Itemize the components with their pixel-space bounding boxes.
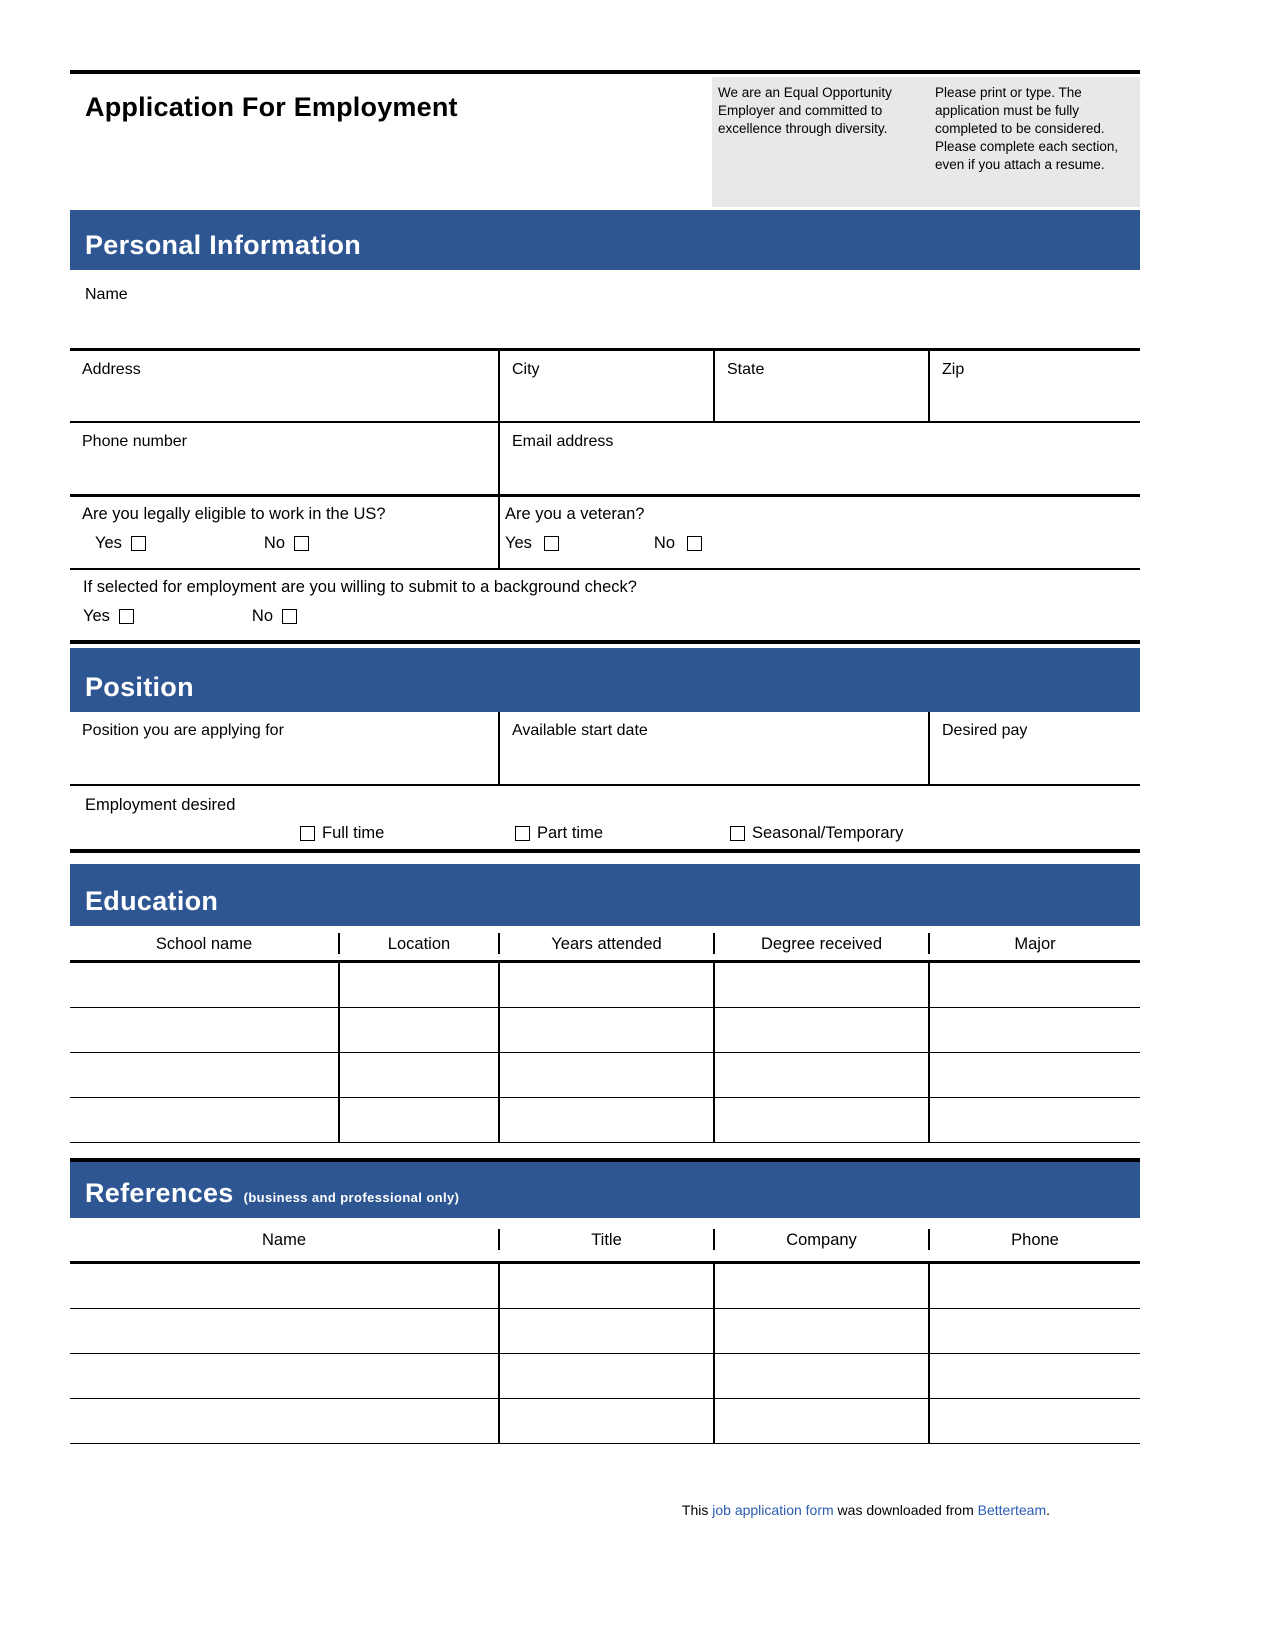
- seasonal-checkbox[interactable]: [730, 826, 745, 841]
- education-cell-location[interactable]: [340, 1098, 500, 1142]
- fulltime-option: [300, 824, 515, 843]
- parttime-checkbox[interactable]: [515, 826, 530, 841]
- parttime-label: Part time: [537, 824, 604, 842]
- page-header: [70, 74, 1140, 210]
- references-col-phone: Phone: [1011, 1231, 1059, 1249]
- email-field[interactable]: [500, 423, 1140, 494]
- eligible-question: Are you legally eligible to work in the US?: [82, 505, 386, 523]
- reference-cell-name[interactable]: [70, 1309, 500, 1353]
- address-field[interactable]: [70, 351, 500, 421]
- education-cell-years[interactable]: [500, 1053, 715, 1097]
- reference-cell-title[interactable]: [500, 1264, 715, 1308]
- reference-cell-name[interactable]: [70, 1264, 500, 1308]
- equal-opportunity-notice: We are an Equal Opportunity Employer and committed to excellence through diversity.: [718, 85, 892, 136]
- education-row: [70, 1098, 1140, 1143]
- section-title-personal: Personal Information: [85, 230, 362, 260]
- name-label: Name: [85, 286, 128, 303]
- background-no-label: No: [251, 607, 274, 625]
- footer-text-middle: was downloaded from: [833, 1502, 978, 1518]
- education-cell-school[interactable]: [70, 1053, 340, 1097]
- reference-row: [70, 1399, 1140, 1444]
- zip-field[interactable]: [930, 351, 1140, 421]
- education-col-school: School name: [70, 933, 340, 954]
- reference-cell-company[interactable]: [715, 1354, 930, 1398]
- reference-cell-phone[interactable]: [930, 1354, 1140, 1398]
- reference-cell-title[interactable]: [500, 1354, 715, 1398]
- education-cell-school[interactable]: [70, 963, 340, 1007]
- education-row: [70, 963, 1140, 1008]
- reference-cell-name[interactable]: [70, 1399, 500, 1443]
- education-cell-major[interactable]: [930, 1008, 1140, 1052]
- page-title: Application For Employment: [85, 92, 458, 122]
- employment-desired-block: [70, 786, 1140, 853]
- footer-text-prefix: This: [681, 1502, 713, 1518]
- print-instructions-notice: Please print or type. The application must be fully completed to be considered. Please complete each section, even if you attach a resume.: [934, 85, 1119, 172]
- education-cell-location[interactable]: [340, 1008, 500, 1052]
- veteran-yesno: [505, 534, 1136, 553]
- education-cell-location[interactable]: [340, 1053, 500, 1097]
- fulltime-label: Full time: [322, 824, 385, 842]
- state-label: State: [727, 361, 765, 378]
- position-row: [70, 712, 1140, 786]
- references-col-name: Name: [70, 1229, 500, 1250]
- start-date-label: Available start date: [512, 722, 648, 739]
- name-field[interactable]: [70, 270, 1140, 348]
- education-row: [70, 1008, 1140, 1053]
- section-title-education: Education: [85, 886, 219, 916]
- education-cell-school[interactable]: [70, 1098, 340, 1142]
- background-check-row: [70, 570, 1140, 644]
- seasonal-option: [730, 824, 903, 843]
- education-cell-degree[interactable]: [715, 1098, 930, 1142]
- page-content: [70, 70, 1140, 1518]
- section-header-personal: [70, 210, 1140, 270]
- zip-label: Zip: [942, 361, 965, 378]
- employment-options: [300, 824, 1140, 843]
- education-col-years: Years attended: [500, 933, 715, 954]
- section-header-references: [70, 1158, 1140, 1218]
- position-applying-field[interactable]: [70, 712, 500, 784]
- education-cell-years[interactable]: [500, 963, 715, 1007]
- background-yesno: [70, 607, 1140, 626]
- reference-cell-title[interactable]: [500, 1309, 715, 1353]
- veteran-no-checkbox[interactable]: [687, 536, 702, 551]
- references-col-title: Title: [500, 1229, 715, 1250]
- reference-cell-phone[interactable]: [930, 1399, 1140, 1443]
- phone-email-row: [70, 423, 1140, 497]
- education-col-location: Location: [340, 933, 500, 954]
- veteran-question: Are you a veteran?: [505, 505, 645, 523]
- notice-box: [712, 77, 1140, 207]
- address-row: [70, 348, 1140, 423]
- position-applying-label: Position you are applying for: [82, 722, 284, 739]
- eligible-yes-checkbox[interactable]: [131, 536, 146, 551]
- start-date-field[interactable]: [500, 712, 930, 784]
- education-cell-major[interactable]: [930, 963, 1140, 1007]
- eligible-no-checkbox[interactable]: [294, 536, 309, 551]
- reference-cell-phone[interactable]: [930, 1309, 1140, 1353]
- city-field[interactable]: [500, 351, 715, 421]
- references-table-header: [70, 1218, 1140, 1264]
- references-note: (business and professional only): [243, 1190, 460, 1205]
- seasonal-label: Seasonal/Temporary: [752, 824, 904, 842]
- references-col-company: Company: [715, 1229, 930, 1250]
- city-label: City: [512, 361, 540, 378]
- parttime-option: [515, 824, 730, 843]
- section-header-position: [70, 648, 1140, 712]
- education-cell-major[interactable]: [930, 1053, 1140, 1097]
- education-cell-school[interactable]: [70, 1008, 340, 1052]
- reference-cell-company[interactable]: [715, 1399, 930, 1443]
- reference-cell-title[interactable]: [500, 1399, 715, 1443]
- section-header-education: [70, 864, 1140, 926]
- reference-cell-phone[interactable]: [930, 1264, 1140, 1308]
- background-yes-label: Yes: [83, 607, 110, 625]
- email-label: Email address: [512, 433, 614, 450]
- veteran-yes-label: Yes: [505, 534, 532, 552]
- reference-row: [70, 1309, 1140, 1354]
- eligible-yesno: [82, 534, 494, 553]
- reference-cell-company[interactable]: [715, 1264, 930, 1308]
- employment-desired-label: Employment desired: [85, 796, 236, 814]
- footer-text-suffix: .: [1046, 1502, 1050, 1518]
- education-col-major: Major: [1014, 934, 1056, 953]
- education-table-body: [70, 963, 1140, 1143]
- reference-row: [70, 1354, 1140, 1399]
- desired-pay-field[interactable]: [930, 712, 1140, 784]
- phone-field[interactable]: [70, 423, 500, 494]
- section-title-position: Position: [85, 672, 194, 702]
- education-cell-location[interactable]: [340, 963, 500, 1007]
- eligibility-row: [70, 497, 1140, 570]
- reference-cell-company[interactable]: [715, 1309, 930, 1353]
- reference-cell-name[interactable]: [70, 1354, 500, 1398]
- education-table-header: [70, 926, 1140, 963]
- education-cell-major[interactable]: [930, 1098, 1140, 1142]
- state-field[interactable]: [715, 351, 930, 421]
- education-col-degree: Degree received: [715, 933, 930, 954]
- education-row: [70, 1053, 1140, 1098]
- eligible-question-cell: [70, 497, 500, 568]
- veteran-question-cell: [500, 497, 1140, 568]
- fulltime-checkbox[interactable]: [300, 826, 315, 841]
- education-cell-years[interactable]: [500, 1008, 715, 1052]
- desired-pay-label: Desired pay: [942, 722, 1028, 739]
- section-title-references: References: [85, 1178, 234, 1208]
- eligible-yes-label: Yes: [95, 534, 122, 552]
- reference-row: [70, 1264, 1140, 1309]
- education-cell-degree[interactable]: [715, 963, 930, 1007]
- phone-label: Phone number: [82, 433, 187, 450]
- education-cell-degree[interactable]: [715, 1053, 930, 1097]
- background-no-checkbox[interactable]: [282, 609, 297, 624]
- veteran-yes-checkbox[interactable]: [544, 536, 559, 551]
- address-label: Address: [82, 361, 141, 378]
- education-cell-degree[interactable]: [715, 1008, 930, 1052]
- footer-credit: [70, 1502, 1140, 1518]
- betterteam-link[interactable]: Betterteam: [977, 1502, 1047, 1518]
- background-question: If selected for employment are you willing to submit to a background check?: [83, 578, 637, 596]
- job-application-form-link[interactable]: job application form: [712, 1502, 834, 1518]
- references-table-body: [70, 1264, 1140, 1444]
- background-yes-checkbox[interactable]: [119, 609, 134, 624]
- eligible-no-label: No: [263, 534, 286, 552]
- veteran-no-label: No: [653, 534, 676, 552]
- education-cell-years[interactable]: [500, 1098, 715, 1142]
